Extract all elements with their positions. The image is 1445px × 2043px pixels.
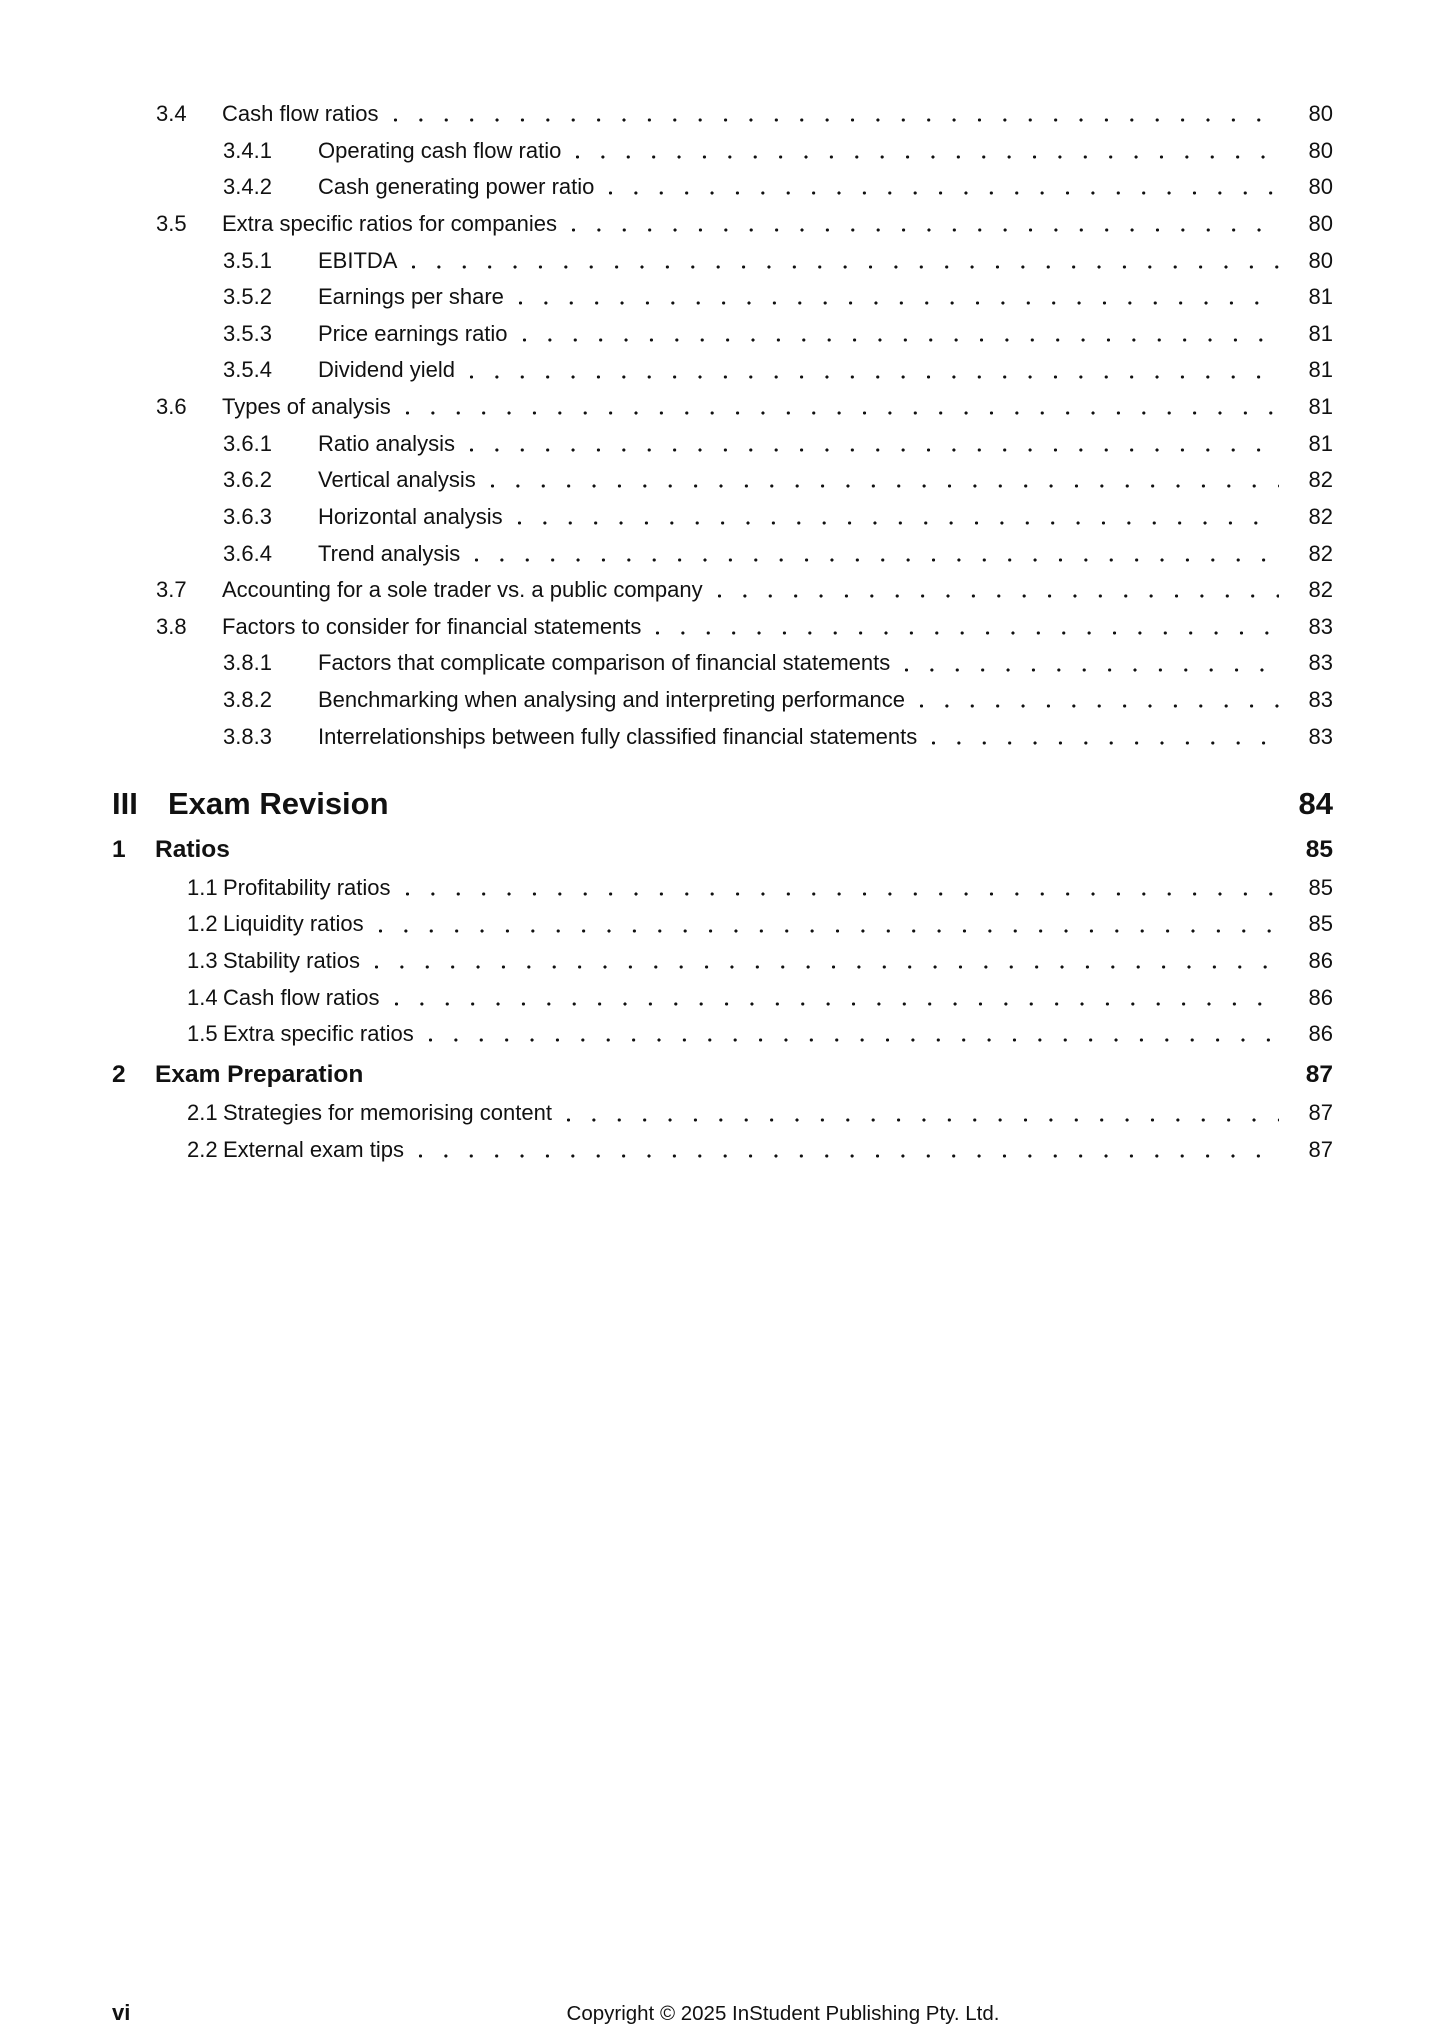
toc-part-heading: [112, 783, 1333, 825]
toc-entry-page: 85: [1308, 911, 1333, 937]
toc-entry-title: Liquidity ratios: [223, 911, 364, 937]
toc-entry-title: Profitability ratios: [223, 874, 391, 900]
toc-entry-number: 3.8: [156, 613, 187, 639]
dot-leader: [469, 375, 1279, 379]
toc-entry: [112, 645, 1333, 682]
toc-entry-number: 2.2: [187, 1137, 218, 1162]
spacer: [389, 783, 1277, 825]
toc-entry-number: 3.6.4: [223, 540, 272, 566]
toc-entry-title: Operating cash flow ratio: [318, 137, 562, 163]
toc-entry: [112, 96, 1333, 133]
toc-entry-page: 87: [1308, 1137, 1333, 1162]
toc-entry-page: 81: [1308, 357, 1333, 383]
toc-entry-page: 81: [1308, 320, 1333, 346]
toc-entry-page: 86: [1308, 948, 1333, 973]
dot-leader: [575, 155, 1279, 159]
dot-leader: [378, 929, 1279, 933]
toc-entry: [112, 906, 1333, 943]
toc-entry: [112, 316, 1333, 353]
toc-entry-page: 80: [1308, 101, 1333, 126]
toc-entry-title: Factors that complicate comparison of financial statements: [318, 650, 891, 676]
toc-part-page: 84: [1298, 785, 1333, 821]
toc-entry-number: 3.4.1: [223, 137, 272, 163]
toc-entry-page: 82: [1308, 503, 1333, 529]
toc-entry-page: 83: [1308, 613, 1333, 639]
toc-entry: [112, 980, 1333, 1017]
dot-leader: [717, 594, 1279, 598]
dot-leader: [405, 892, 1279, 896]
dot-leader: [919, 704, 1279, 708]
dot-leader: [608, 191, 1279, 195]
toc-entry-title: Extra specific ratios for companies: [222, 210, 558, 236]
toc-entry-page: 82: [1308, 577, 1333, 603]
toc-entry-page: 80: [1308, 137, 1333, 163]
toc-entry-title: Vertical analysis: [318, 467, 476, 493]
toc-part-number: III: [112, 785, 138, 821]
toc-entry-number: 1.4: [187, 984, 218, 1010]
toc-entry-number: 3.8.1: [223, 650, 272, 676]
toc-entry-page: 80: [1308, 210, 1333, 236]
toc-entry: [112, 682, 1333, 719]
toc-entry-page: 83: [1308, 723, 1333, 749]
toc-entry-number: 3.5: [156, 210, 187, 236]
toc-entry-title: Trend analysis: [318, 540, 461, 566]
toc-entry-title: Cash generating power ratio: [318, 174, 595, 200]
toc-entry-number: 3.6.2: [223, 467, 272, 493]
toc-entry-page: 85: [1308, 874, 1333, 900]
toc-entry-number: 1.2: [187, 911, 218, 937]
toc-entry-title: Accounting for a sole trader vs. a public company: [222, 577, 703, 603]
toc-entry: [112, 943, 1333, 980]
toc-entry-page: 81: [1308, 394, 1333, 419]
dot-leader: [393, 118, 1279, 122]
toc-entry: [112, 1132, 1333, 1169]
dot-leader: [904, 668, 1279, 672]
dot-leader: [490, 484, 1279, 488]
toc-entry: [112, 870, 1333, 907]
dot-leader: [517, 521, 1279, 525]
toc-entry-number: 3.6.3: [223, 503, 272, 529]
toc-entry-title: Interrelationships between fully classified financial statements: [318, 723, 918, 749]
dot-leader: [566, 1118, 1279, 1122]
toc-entry-title: Cash flow ratios: [223, 984, 380, 1010]
toc-entry-title: Horizontal analysis: [318, 503, 503, 529]
toc-entry-number: 3.6: [156, 394, 187, 419]
toc-entry: [112, 133, 1333, 170]
dot-leader: [428, 1038, 1279, 1042]
toc-entry-page: 80: [1308, 247, 1333, 273]
toc-entry-page: 86: [1308, 1021, 1333, 1047]
dot-leader: [394, 1002, 1279, 1006]
toc-entry-number: 3.5.2: [223, 284, 272, 310]
toc-entry-number: 3.4.2: [223, 174, 272, 200]
toc-entry-title: External exam tips: [223, 1137, 404, 1162]
toc-entry-title: Types of analysis: [222, 394, 391, 419]
toc-entry-number: 2.1: [187, 1100, 218, 1126]
toc-entry: [112, 206, 1333, 243]
toc-chapter-heading: [112, 830, 1333, 870]
toc-part-title: Exam Revision: [168, 785, 389, 821]
toc-entry: [112, 352, 1333, 389]
toc-entry-title: Cash flow ratios: [222, 101, 379, 126]
toc-entry-page: 87: [1308, 1100, 1333, 1126]
footer-page-number: vi: [112, 2000, 131, 2025]
spacer: [230, 830, 1283, 870]
dot-leader: [655, 631, 1279, 635]
toc-chapter-number: 2: [112, 1061, 126, 1089]
toc-entry-title: Earnings per share: [318, 284, 504, 310]
toc-chapter-page: 87: [1305, 1061, 1333, 1089]
toc-entry-number: 3.6.1: [223, 430, 272, 456]
toc-entry-number: 1.1: [187, 874, 218, 900]
toc-entry-page: 86: [1308, 984, 1333, 1010]
toc-entry-title: Strategies for memorising content: [223, 1100, 552, 1126]
toc-entry-number: 3.8.2: [223, 687, 272, 712]
toc-entry-number: 3.8.3: [223, 723, 272, 749]
toc-entry-title: Extra specific ratios: [223, 1021, 414, 1047]
toc-entry-title: Ratio analysis: [318, 430, 455, 456]
dot-leader: [374, 965, 1279, 969]
dot-leader: [518, 301, 1279, 305]
toc-entry: [112, 536, 1333, 573]
toc-entry: [112, 243, 1333, 280]
toc-entry: [112, 1016, 1333, 1053]
toc-entry-page: 80: [1308, 174, 1333, 200]
toc-entry-page: 81: [1308, 430, 1333, 456]
toc-entry-page: 83: [1308, 687, 1333, 712]
toc-entry: [112, 426, 1333, 463]
dot-leader: [571, 228, 1279, 232]
toc-chapter-title: Exam Preparation: [155, 1061, 364, 1089]
toc-entry: [112, 572, 1333, 609]
toc-entry: [112, 389, 1333, 426]
toc-entry-number: 1.5: [187, 1021, 218, 1047]
toc-chapter-title: Ratios: [155, 835, 230, 863]
toc-entry-title: Dividend yield: [318, 357, 455, 383]
dot-leader: [405, 411, 1279, 415]
toc-entry-number: 3.5.4: [223, 357, 272, 383]
dot-leader: [522, 338, 1279, 342]
toc-entry: [112, 719, 1333, 756]
toc-entry-page: 81: [1308, 284, 1333, 310]
toc-entry: [112, 609, 1333, 646]
toc-chapter-number: 1: [112, 835, 126, 863]
toc-entry-title: EBITDA: [318, 247, 398, 273]
table-of-contents: [112, 96, 1333, 1169]
toc-entry-number: 3.5.3: [223, 320, 272, 346]
toc-entry-page: 82: [1308, 540, 1333, 566]
toc-entry-page: 83: [1308, 650, 1333, 676]
dot-leader: [418, 1154, 1279, 1158]
dot-leader: [931, 741, 1279, 745]
toc-entry: [112, 279, 1333, 316]
toc-entry: [112, 462, 1333, 499]
toc-entry-title: Factors to consider for financial statements: [222, 613, 642, 639]
toc-entry-title: Benchmarking when analysing and interpreting performance: [318, 687, 906, 712]
toc-entry-title: Stability ratios: [223, 948, 360, 973]
toc-chapter-page: 85: [1305, 835, 1333, 863]
toc-entry: [112, 169, 1333, 206]
toc-entry: [112, 499, 1333, 536]
toc-entry-title: Price earnings ratio: [318, 320, 508, 346]
toc-entry-number: 3.7: [156, 577, 187, 603]
toc-chapter-heading: [112, 1055, 1333, 1095]
toc-entry: [112, 1095, 1333, 1132]
toc-entry-number: 1.3: [187, 948, 218, 973]
dot-leader: [411, 265, 1279, 269]
footer-copyright: Copyright © 2025 InStudent Publishing Pty. Ltd.: [566, 2002, 1000, 2025]
spacer: [363, 1055, 1283, 1095]
toc-entry-number: 3.4: [156, 101, 187, 126]
toc-entry-number: 3.5.1: [223, 247, 272, 273]
dot-leader: [469, 448, 1279, 452]
dot-leader: [474, 558, 1279, 562]
toc-entry-page: 82: [1308, 467, 1333, 493]
